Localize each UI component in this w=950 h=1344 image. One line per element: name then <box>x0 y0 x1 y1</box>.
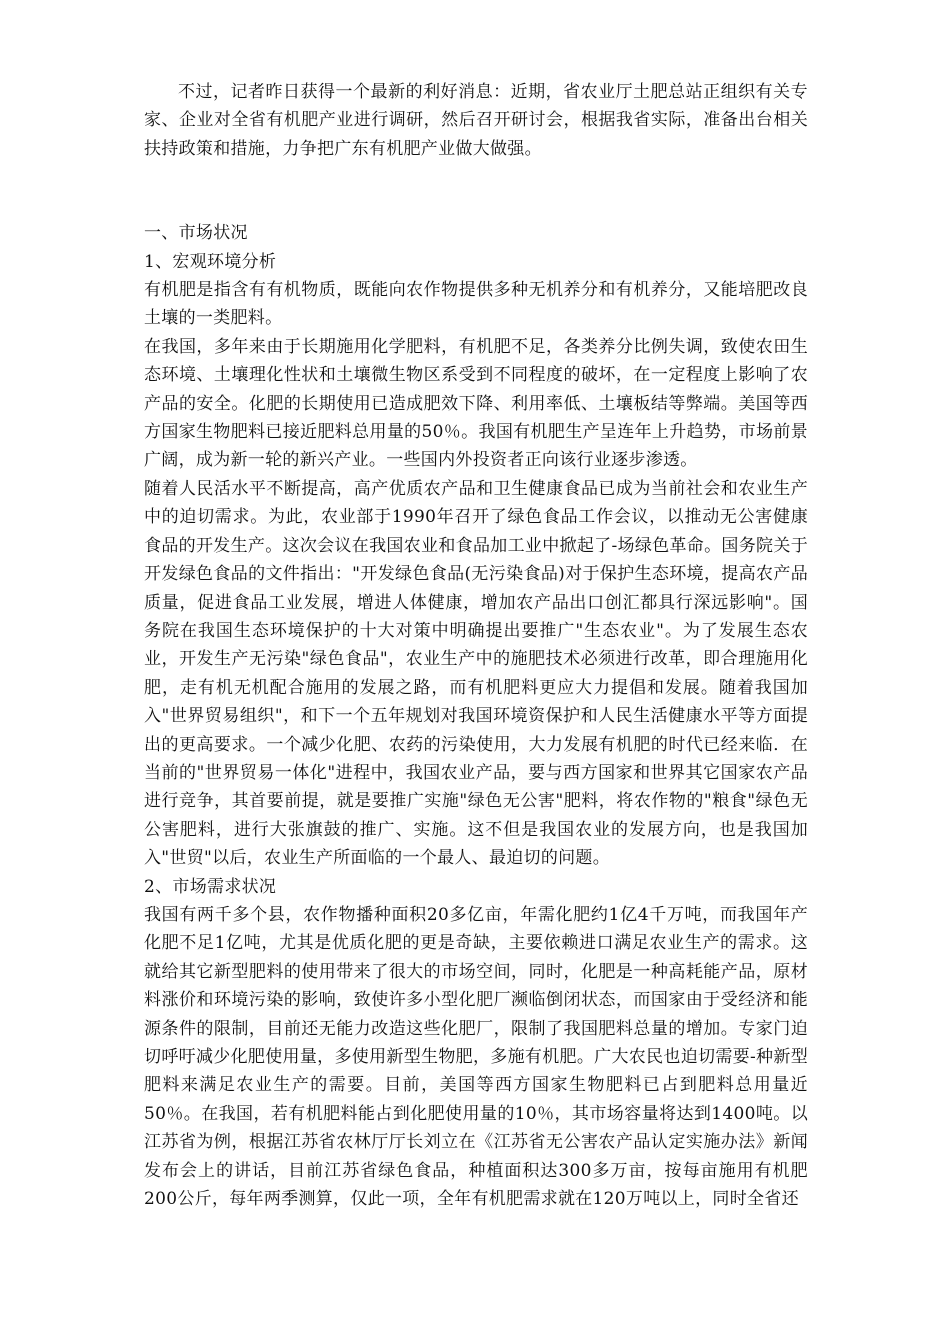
section-heading: 一、市场状况 <box>144 223 248 244</box>
subsection-heading-demand: 2、市场需求状况 <box>144 876 277 897</box>
paragraph-definition: 有机肥是指含有有机物质，既能向农作物提供多种无机养分和有机养分，又能培肥改良土壤的一类肥料。 <box>144 280 808 329</box>
paragraph-spacer <box>144 163 808 219</box>
paragraph-green-food: 随着人民活水平不断提高，高产优质农产品和卫生健康食品已成为当前社会和农业生产中的迫切需求。为此，农业部于1990年召开了绿色食品工作会议，以推动无公害健康食品的开发生产。这次会议在我国农业和食品加工业中掀起了-场绿色革命。国务院关于开发绿色食品的文件指出："开发绿色食品(无污染食品)对于保护生态环境，提高农产品质量，促进食品工业发展，增进人体健康，增加农产品出口创汇都具行深远影响"。国务院在我国生态环境保护的十大对策中明确提出要推广"生态农业"。为了发展生态农业，开发生产无污染"绿色食品"，农业生产中的施肥技术必须进行改革，即合理施用化肥，走有机无机配合施用的发展之路，而有机肥料更应大力提倡和发展。随着我国加入"世界贸易组织"，和下一个五年规划对我国环境资保护和人民生活健康水平等方面提出的更高要求。一个减少化肥、农药的污染使用，大力发展有机肥的时代已经来临．在当前的"世界贸易一体化"进程中，我国农业产品，要与西方国家和世界其它国家农产品进行竞争，其首要前提，就是要推广实施"绿色无公害"肥料，将农作物的"粮食"绿色无公害肥料，进行大张旗鼓的推广、实施。这不但是我国农业的发展方向，也是我国加入"世贸"以后，农业生产所面临的一个最人、最迫切的问题。 <box>144 478 808 869</box>
paragraph-domestic-status: 在我国，多年来由于长期施用化学肥料，有机肥不足，各类养分比例失调，致使农田生态环境、土壤理化性状和土壤微生物区系受到不同程度的破坏，在一定程度上影响了农产品的安全。化肥的长期使用已造成肥效下降、利用率低、土壤板结等弊端。美国等西方国家生物肥料已接近肥料总用量的50％。我国有机肥生产呈连年上升趋势，市场前景广阔，成为新一轮的新兴产业。一些国内外投资者正向该行业逐步渗透。 <box>144 336 808 471</box>
paragraph-market-demand: 我国有两千多个县，农作物播种面积20多亿亩，年需化肥约1亿4千万吨，而我国年产化肥不足1亿吨，尤其是优质化肥的更是奇缺，主要依赖进口满足农业生产的需求。这就给其它新型肥料的使用带来了很大的市场空间，同时，化肥是一种高耗能产品，原材料涨价和环境污染的影响，致使许多小型化肥厂濒临倒闭状态，而国家由于受经济和能源条件的限制，目前还无能力改造这些化肥厂，限制了我国肥料总量的增加。专家门迫切呼吁减少化肥使用量，多使用新型生物肥，多施有机肥。广大农民也迫切需要-种新型肥料来满足农业生产的需要。目前，美国等西方国家生物肥料已占到肥料总用量近50％。在我国，若有机肥料能占到化肥使用量的10％，其市场容量将达到1400吨。以江苏省为例，根据江苏省农林厅厅长刘立在《江苏省无公害农产品认定实施办法》新闻发布会上的讲话，目前江苏省绿色食品，种植面积达300多万亩，按每亩施用有机肥200公斤，每年两季测算，仅此一项，全年有机肥需求就在120万吨以上，同时全省还 <box>144 904 808 1210</box>
document-body <box>144 78 808 1213</box>
subsection-heading-macro: 1、宏观环境分析 <box>144 251 277 272</box>
intro-paragraph: 不过，记者昨日获得一个最新的利好消息：近期，省农业厅土肥总站正组织有关专家、企业对全省有机肥产业进行调研，然后召开研讨会，根据我省实际，准备出台相关扶持政策和措施，力争把广东有机肥产业做大做强。 <box>144 82 808 159</box>
